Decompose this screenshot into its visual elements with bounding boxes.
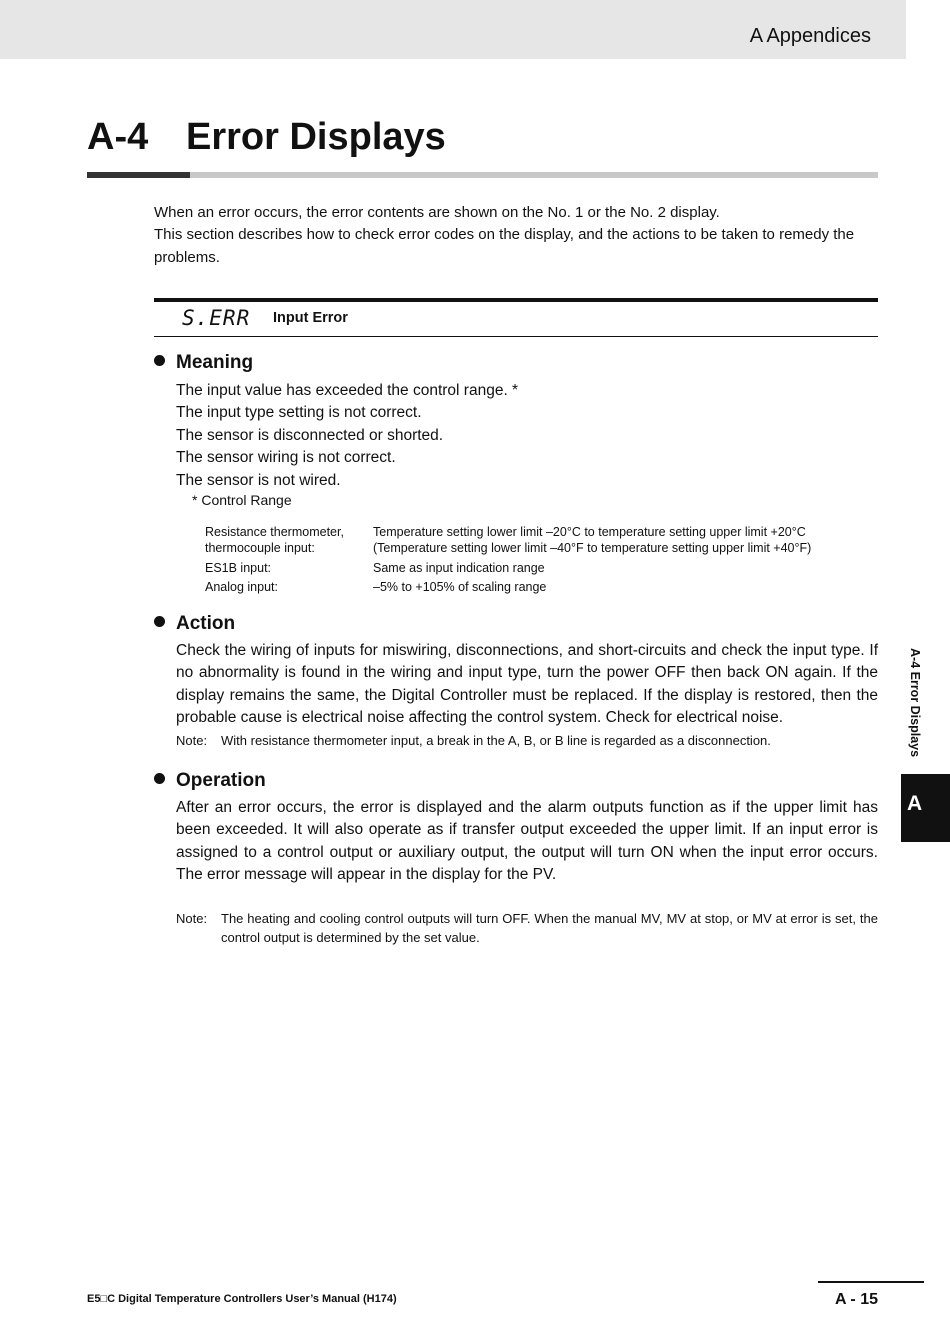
error-header-rule-bottom	[154, 336, 878, 337]
bullet-icon	[154, 773, 165, 784]
footer-manual-title: E5□C Digital Temperature Controllers User’s Manual (H174)	[87, 1293, 397, 1305]
page-title	[87, 116, 446, 159]
intro-line-1: When an error occurs, the error contents are shown on the No. 1 or the No. 2 display.	[154, 204, 720, 221]
side-tab-letter: A	[907, 792, 923, 815]
note-text: With resistance thermometer input, a break in the A, B, or B line is regarded as a disconnection.	[221, 733, 771, 748]
note-text: The heating and cooling control outputs will turn OFF. When the manual MV, MV at stop, or MV at error is set, the control output is determined by the set value.	[221, 911, 878, 945]
footer-rule	[818, 1281, 924, 1283]
operation-heading: Operation	[154, 770, 266, 792]
meaning-list	[176, 380, 518, 492]
bullet-icon	[154, 616, 165, 627]
operation-note	[176, 909, 878, 947]
list-item: The input value has exceeded the control range. *	[176, 382, 519, 399]
error-code-display: S.ERR	[182, 306, 251, 330]
page-number: A - 15	[835, 1291, 878, 1308]
side-tab-label: A-4 Error Displays	[908, 648, 922, 758]
title-rule	[87, 172, 878, 178]
error-name: Input Error	[273, 310, 348, 326]
list-item: The sensor is disconnected or shorted.	[176, 426, 444, 444]
operation-text: After an error occurs, the error is displayed and the alarm outputs function as if the upper limit has been exceeded. It will also operate as if transfer output exceeded the upper limit. If an input error is assigned to a control output or auxiliary output, the output will turn ON when the input error occurs. The error message will appear in the display for the PV.	[176, 799, 878, 884]
intro-line-2: This section describes how to check error codes on the display, and the actions to be taken to remedy the problems.	[154, 226, 855, 266]
note-label: Note:	[176, 733, 208, 748]
note-label: Note:	[176, 911, 208, 926]
list-item: The sensor is not wired.	[176, 471, 341, 489]
bullet-icon	[154, 355, 165, 366]
list-item: The sensor wiring is not correct.	[176, 449, 396, 467]
list-item: The input type setting is not correct.	[176, 404, 422, 422]
meaning-heading: Meaning	[154, 352, 253, 374]
action-heading: Action	[154, 613, 235, 635]
side-tab	[901, 774, 950, 842]
footnote: * Control Range	[192, 492, 292, 508]
section-name: A Appendices	[749, 25, 871, 47]
chapter-number: A-4	[87, 116, 149, 158]
chapter-title: Error Displays	[186, 116, 446, 158]
action-text: Check the wiring of inputs for miswiring, disconnections, and short-circuits and check the input type. If no abnormality is found in the wiring and input type, turn the power OFF then back ON again. If the display remains the same, the Digital Controller must be replaced. If the display is restored, then the probable cause is electrical noise affecting the control system. Check for electrical noise.	[176, 642, 878, 727]
error-header-rule-top	[154, 298, 878, 302]
action-note	[176, 731, 878, 750]
intro-text	[154, 202, 880, 269]
